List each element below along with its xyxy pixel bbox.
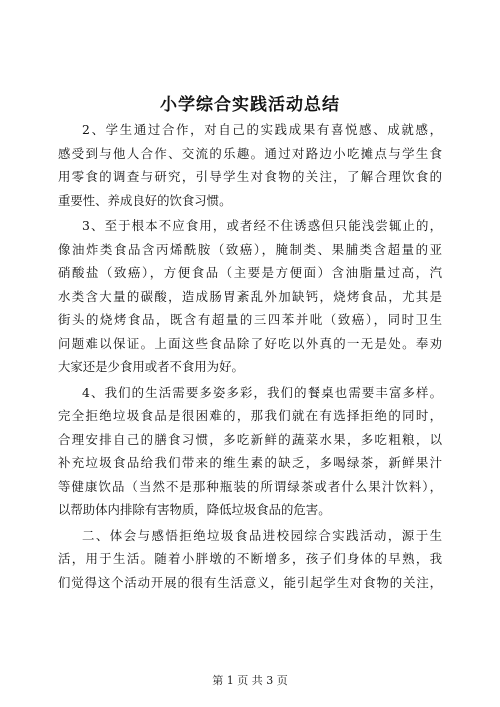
paragraph-line: 补充垃圾食品给我们带来的维生素的缺乏，多喝绿茶，新鲜果汁 <box>58 455 442 470</box>
document-body <box>58 118 442 596</box>
paragraph-line: 活，用于生活。随着小胖墩的不断增多，孩子们身体的早熟，我 <box>58 551 442 566</box>
paragraph-line: 水类含大量的碳酸，造成肠胃紊乱外加缺钙，烧烤食品，尤其是 <box>58 288 442 304</box>
paragraph-3 <box>58 381 442 522</box>
page-title: 小学综合实践活动总结 <box>160 95 340 115</box>
paragraph-line: 以帮助体内排除有害物质，降低垃圾食品的危害。 <box>58 502 331 517</box>
paragraph-line: 3、至于根本不应食用，或者经不住诱惑但只能浅尝辄止的， <box>82 218 442 233</box>
paragraph-line: 4、我们的生活需要多姿多彩，我们的餐桌也需要丰富多样。 <box>82 384 442 400</box>
paragraph-line: 用零食的调查与研究，引导学生对食物的关注，了解合理饮食的 <box>58 169 442 184</box>
paragraph-4 <box>58 524 442 595</box>
paragraph-line: 2、学生通过合作，对自己的实践成果有喜悦感、成就感， <box>82 122 442 137</box>
paragraph-line: 们觉得这个活动开展的很有生活意义，能引起学生对食物的关注， <box>58 574 442 590</box>
paragraph-line: 大家还是少食用或者不食用为好。 <box>58 359 244 374</box>
paragraph-1 <box>58 118 442 212</box>
page-number-footer: 第 1 页 共 3 页 <box>212 674 288 687</box>
paragraph-line: 硝酸盐（致癌），方便食品（主要是方便面）含油脂量过高，汽 <box>58 265 442 280</box>
paragraph-line: 像油炸类食品含丙烯酰胺（致癌），腌制类、果脯类含超量的亚 <box>58 241 442 257</box>
paragraph-line: 二、体会与感悟拒绝垃圾食品进校园综合实践活动，源于生 <box>82 527 442 543</box>
paragraph-line: 合理安排自己的膳食习惯，多吃新鲜的蔬菜水果，多吃粗粮，以 <box>58 431 442 447</box>
paragraph-line: 问题难以保证。上面这些食品除了好吃以外真的一无是处。奉劝 <box>58 335 442 351</box>
paragraph-line: 等健康饮品（当然不是那种瓶装的所谓绿茶或者什么果汁饮料）， <box>58 478 442 494</box>
paragraph-line: 重要性、养成良好的饮食习惯。 <box>58 192 232 208</box>
paragraph-2 <box>58 214 442 379</box>
paragraph-line: 完全拒绝垃圾食品是很困难的，那我们就在有选择拒绝的同时， <box>58 408 442 423</box>
paragraph-line: 感受到与他人合作、交流的乐趣。通过对路边小吃摊点与学生食 <box>58 145 442 161</box>
paragraph-line: 街头的烧烤食品，既含有超量的三四苯并吡（致癌），同时卫生 <box>58 312 442 327</box>
